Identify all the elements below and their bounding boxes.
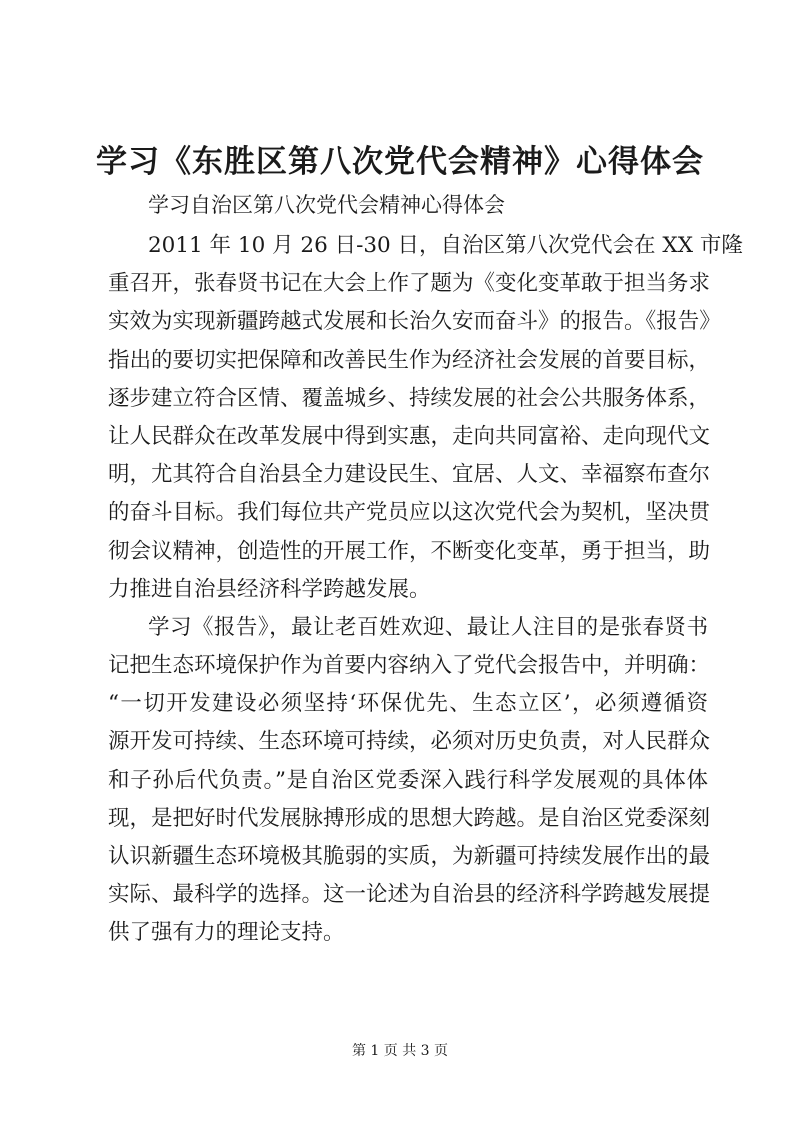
text-line: 学习《报告》，最让老百姓欢迎、最让人注目的是张春贤书 bbox=[148, 614, 708, 640]
document-title: 学习《东胜区第八次党代会精神》心得体会 bbox=[96, 144, 704, 180]
text-line: 供了强有力的理论支持。 bbox=[108, 920, 345, 946]
text-line: 现，是把好时代发展脉搏形成的思想大跨越。是自治区党委深刻 bbox=[108, 805, 711, 831]
text-line: 2011 年 10 月 26 日-30 日，自治区第八次党代会在 XX 市隆 bbox=[148, 233, 743, 258]
text-line: 重召开，张春贤书记在大会上作了题为《变化变革敢于担当务求 bbox=[108, 271, 711, 297]
text-line: 实际、最科学的选择。这一论述为自治县的经济科学跨越发展提 bbox=[108, 882, 711, 908]
paragraph bbox=[108, 609, 711, 953]
text-line: 力推进自治县经济科学跨越发展。 bbox=[108, 576, 431, 602]
paragraph bbox=[108, 227, 743, 609]
document-body bbox=[108, 227, 743, 953]
text-line: 的奋斗目标。我们每位共产党员应以这次党代会为契机，坚决贯 bbox=[108, 500, 711, 526]
text-line: 明，尤其符合自治县全力建设民生、宜居、人文、幸福察布查尔 bbox=[108, 462, 711, 488]
text-line: 和子孙后代负责。”是自治区党委深入践行科学发展观的具体体 bbox=[108, 767, 708, 793]
text-line: “一切开发建设必须坚持‘环保优先、生态立区’，必须遵循资 bbox=[108, 691, 708, 717]
page-footer: 第 1 页 共 3 页 bbox=[351, 1043, 449, 1059]
text-line: 让人民群众在改革发展中得到实惠，走向共同富裕、走向现代文 bbox=[108, 423, 711, 449]
text-line: 源开发可持续、生态环境可持续，必须对历史负责，对人民群众 bbox=[108, 729, 711, 755]
text-line: 记把生态环境保护作为首要内容纳入了党代会报告中，并明确： bbox=[108, 653, 711, 679]
text-line: 指出的要切实把保障和改善民生作为经济社会发展的首要目标， bbox=[108, 347, 711, 373]
document-subtitle: 学习自治区第八次党代会精神心得体会 bbox=[148, 193, 505, 217]
text-line: 逐步建立符合区情、覆盖城乡、持续发展的社会公共服务体系， bbox=[108, 385, 711, 411]
text-line: 认识新疆生态环境极其脆弱的实质，为新疆可持续发展作出的最 bbox=[108, 844, 711, 869]
text-line: 实效为实现新疆跨越式发展和长治久安而奋斗》的报告。《报告》 bbox=[108, 309, 721, 335]
text-line: 彻会议精神，创造性的开展工作，不断变化变革，勇于担当，助 bbox=[108, 538, 711, 564]
